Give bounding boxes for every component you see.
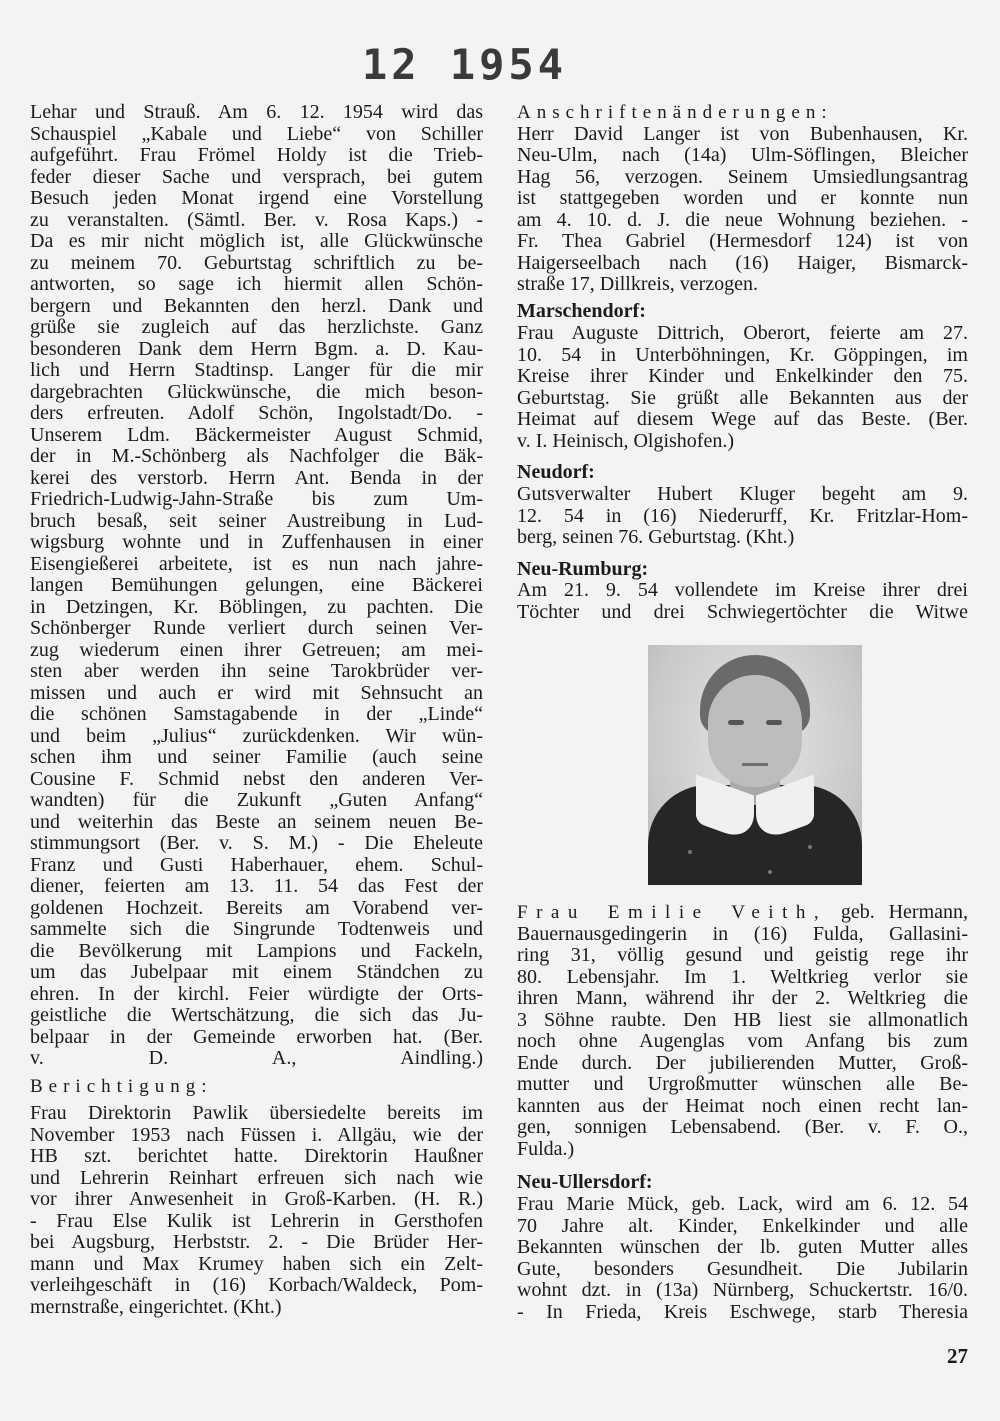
text-line: November 1953 nach Füssen i. Allgäu, wie der (30, 1123, 483, 1146)
text-line: lich und Herrn Stadtinsp. Langer für die mir (30, 359, 483, 381)
text-line: Bekannten wünschen der lb. guten Mutter alles (517, 1236, 968, 1258)
photo-eye (728, 720, 744, 725)
text-line: besonderen Dank dem Herrn Bgm. a. D. Kau- (30, 337, 483, 360)
text-line: Bauernausgedingerin in (16) Fulda, Gallasini- (517, 922, 968, 945)
section-heading: Marschendorf: (517, 300, 646, 322)
text-line: ihren Mann, während ihr der 2. Weltkrieg die (517, 987, 968, 1009)
text-line: langen Bemühungen gelungen, eine Bäckerei (30, 574, 483, 596)
text-line: straße 17, Dillkreis, verzogen. (517, 273, 759, 295)
text-line: Fr. Thea Gabriel (Hermesdorf 124) ist von (517, 230, 968, 252)
section-heading: Neu-Ullersdorf: (517, 1171, 653, 1193)
text-line: Töchter und drei Schwiegertöchter die Witwe (517, 600, 968, 623)
text-line: feder dieser Sache und versprach, bei gutem (30, 165, 483, 188)
text-line: mutter und Urgroßmutter wünschen alle Be- (517, 1073, 968, 1095)
text-line: Frau Marie Mück, geb. Lack, wird am 6. 12. 54 (517, 1193, 968, 1215)
text-line: Cousine F. Schmid nebst den anderen Ver- (30, 767, 483, 790)
heading-neurumburg (517, 559, 968, 581)
text-line: Kreise ihrer Kinder und Enkelkinder den 75. (517, 365, 968, 387)
paragraph-berichtigung (30, 1103, 483, 1318)
text-line: Geburtstag. Sie grüßt alle Bekannten aus der (517, 386, 968, 409)
text-line: dargebrachten Glückwünsche, die mich beson- (30, 380, 483, 403)
text-line: ders erfreuten. Adolf Schön, Ingolstadt/Do. - (30, 402, 483, 424)
text-line: kerei des verstorb. Herrn Ant. Benda in der (30, 466, 483, 489)
text-fragment: geb. Hermann, (840, 901, 969, 923)
text-line: 70 Jahre alt. Kinder, Enkelkinder und alle (517, 1214, 968, 1237)
paragraph-schoenberg (30, 102, 483, 1070)
text-line: v. D. A., Aindling.) (30, 1047, 483, 1069)
text-line: bergern und Bekannten den herzl. Dank und (30, 294, 483, 317)
text-line: v. I. Heinisch, Olgishofen.) (517, 429, 734, 452)
photo-eye (766, 720, 782, 725)
text-line: 80. Lebensjahr. Im 1. Weltkrieg verlor sie (517, 965, 968, 988)
text-line: zu veranstalten. (Sämtl. Ber. v. Rosa Kaps.) - (30, 208, 483, 231)
text-line: Schönberger Runde verliert durch seinen Ver- (30, 617, 483, 639)
paragraph-neudorf (517, 484, 968, 549)
text-line: Franz und Gusti Haberhauer, ehem. Schul- (30, 853, 483, 876)
section-heading: Neu-Rumburg: (517, 558, 649, 580)
paragraph-neuullersdorf (517, 1194, 968, 1323)
paragraph-neurumburg (517, 580, 968, 623)
text-line: zu meinem 70. Geburtstag schriftlich zu be- (30, 251, 483, 274)
text-line: noch ohne Augenglas vom Anfang bis zum (517, 1030, 968, 1052)
heading-anschriften (517, 102, 968, 124)
text-line: Da es mir nicht möglich ist, alle Glückwünsche (30, 230, 483, 252)
photo-dress-pattern (808, 845, 812, 849)
text-line: Unserem Ldm. Bäckermeister August Schmid, (30, 423, 483, 446)
text-line: berg, seinen 76. Geburtstag. (Kht.) (517, 526, 795, 548)
text-line: Besuch jeden Monat irgend eine Vorstellung (30, 187, 483, 209)
text-line: die schönen Samstagabende in der „Linde“ (30, 703, 483, 725)
text-line: geistliche die Wertschätzung, die sich das Ju- (30, 1004, 483, 1026)
text-line: 10. 54 in Unterböhningen, Kr. Göppingen, im (517, 343, 968, 366)
photo-dress-pattern (768, 870, 772, 874)
text-line: Lehar und Strauß. Am 6. 12. 1954 wird das (30, 101, 483, 123)
text-line: diener, feierten am 13. 11. 54 das Fest der (30, 875, 483, 897)
text-line: - In Frieda, Kreis Eschwege, starb Theresia (517, 1300, 968, 1323)
text-line: missen und auch er wird mit Sehnsucht an (30, 681, 483, 704)
text-line: Ende durch. Der jubilierenden Mutter, Groß- (517, 1051, 968, 1074)
text-line: Gutsverwalter Hubert Kluger begeht am 9. (517, 483, 968, 505)
section-heading: Neudorf: (517, 461, 595, 483)
page-number: 27 (947, 1344, 968, 1368)
text-line: mernstraße, eingerichtet. (Kht.) (30, 1295, 282, 1318)
text-line: gen, sonnigen Lebensabend. (Ber. v. F. O., (517, 1116, 968, 1138)
text-line: Gute, besonders Gesundheit. Die Jubilarin (517, 1257, 968, 1280)
text-line: - Frau Else Kulik ist Lehrerin in Gersthofen (30, 1209, 483, 1232)
text-line: Fulda.) (517, 1137, 575, 1160)
text-line: Haigerseelbach nach (16) Haiger, Bismarck- (517, 251, 968, 274)
text-line: Herr David Langer ist von Bubenhausen, Kr. (517, 122, 968, 145)
text-line: antworten, so sage ich hiermit allen Schön- (30, 273, 483, 295)
date-stamp: 12 1954 (362, 40, 568, 89)
text-line: wandten) für die Zukunft „Guten Anfang“ (30, 789, 483, 811)
text-line: Neu-Ulm, nach (14a) Ulm-Söflingen, Bleicher (517, 144, 968, 166)
text-line: HB szt. berichtet hatte. Direktorin Haußner (30, 1145, 483, 1167)
text-line (517, 902, 968, 924)
heading-marschendorf (517, 301, 968, 323)
paragraph-anschriften (517, 124, 968, 296)
text-line: Frau Direktorin Pawlik übersiedelte bereits im (30, 1102, 483, 1124)
text-line: 3 Söhne raubte. Den HB liest sie allmonatlich (517, 1008, 968, 1031)
paragraph-veith-body (517, 924, 968, 1161)
text-line: ring 31, völlig gesund und geistig rege ihr (517, 944, 968, 966)
text-line: Heimat auf diesem Wege auf das Beste. (Ber. (517, 408, 968, 430)
portrait-photo (648, 645, 862, 885)
text-line: goldenen Hochzeit. Bereits am Vorabend ver- (30, 896, 483, 919)
text-line: schen ihm und seiner Familie (auch seine (30, 746, 483, 768)
text-line: wigsburg wohnte und in Zuffenhausen in einer (30, 531, 483, 553)
heading-neudorf (517, 462, 968, 484)
text-line: und weiterhin das Beste an seinem neuen Be- (30, 810, 483, 833)
text-line: Hag 56, verzogen. Seinem Umsiedlungsantrag (517, 165, 968, 188)
text-line: und beim „Julius“ zurückdenken. Wir wün- (30, 724, 483, 747)
text-line: bruch besaß, seit seiner Austreibung in Lud- (30, 509, 483, 532)
text-line: Schauspiel „Kabale und Liebe“ von Schiller (30, 122, 483, 145)
text-line: am 4. 10. d. J. die neue Wohnung beziehen. - (517, 208, 968, 231)
text-line: Frau Auguste Dittrich, Oberort, feierte am 27. (517, 322, 968, 344)
text-line: um das Jubelpaar mit einem Ständchen zu (30, 961, 483, 983)
text-line: zug wiederum einen ihrer Getreuen; am mei- (30, 638, 483, 661)
text-line: in Detzingen, Kr. Böblingen, zu pachten. Die (30, 595, 483, 618)
text-line: belpaar in der Gemeinde erworben hat. (Ber. (30, 1025, 483, 1048)
heading-neuullersdorf (517, 1172, 968, 1194)
text-line: grüße sie zugleich auf das herzlichste. Ganz (30, 316, 483, 338)
text-line: die Bevölkerung mit Lampions und Fackeln, (30, 939, 483, 962)
text-line: sammelte sich die Singrunde Todtenweis und (30, 918, 483, 940)
person-name: Frau Emilie Veith, (517, 902, 828, 923)
text-line: mann und Max Krumey haben sich ein Zelt- (30, 1252, 483, 1275)
text-line: vor ihrer Anwesenheit in Groß-Karben. (H. R.) (30, 1188, 483, 1210)
paragraph-veith (517, 902, 968, 1160)
text-line: ehren. In der kirchl. Feier würdigte der Orts- (30, 982, 483, 1005)
text-line: Eisengießerei arbeitete, ist es nun nach jahre- (30, 552, 483, 575)
text-line: sten aber werden ihn seine Tarokbrüder ver- (30, 660, 483, 682)
photo-mouth (742, 763, 768, 766)
text-line: verleihgeschäft in (16) Korbach/Waldeck, Pom- (30, 1274, 483, 1296)
heading-berichtigung (30, 1076, 483, 1098)
section-heading: Anschriftenänderungen: (517, 102, 833, 123)
text-line: Am 21. 9. 54 vollendete im Kreise ihrer drei (517, 579, 968, 601)
text-line: 12. 54 in (16) Niederurff, Kr. Fritzlar-Hom- (517, 504, 968, 527)
text-line: bei Augsburg, Herbststr. 2. - Die Brüder Her- (30, 1231, 483, 1253)
text-line: ist stattgegeben worden und er konnte nun (517, 187, 968, 209)
photo-dress-pattern (688, 850, 692, 854)
photo-face (708, 675, 802, 787)
paragraph-marschendorf (517, 323, 968, 452)
text-line: der in M.-Schönberg als Nachfolger die Bäk- (30, 445, 483, 467)
section-heading: Berichtigung: (30, 1076, 213, 1097)
text-line: Friedrich-Ludwig-Jahn-Straße bis zum Um- (30, 488, 483, 510)
text-line: aufgeführt. Frau Frömel Holdy ist die Trieb- (30, 144, 483, 166)
text-line: wohnt dzt. in (13a) Nürnberg, Schuckertstr. 16/0. (517, 1279, 968, 1301)
text-line: stimmungsort (Ber. v. S. M.) - Die Eheleute (30, 832, 483, 854)
text-line: und Lehrerin Reinhart erfreuen sich nach wie (30, 1166, 483, 1189)
text-line: kannten aus der Heimat noch einen recht lan- (517, 1094, 968, 1117)
